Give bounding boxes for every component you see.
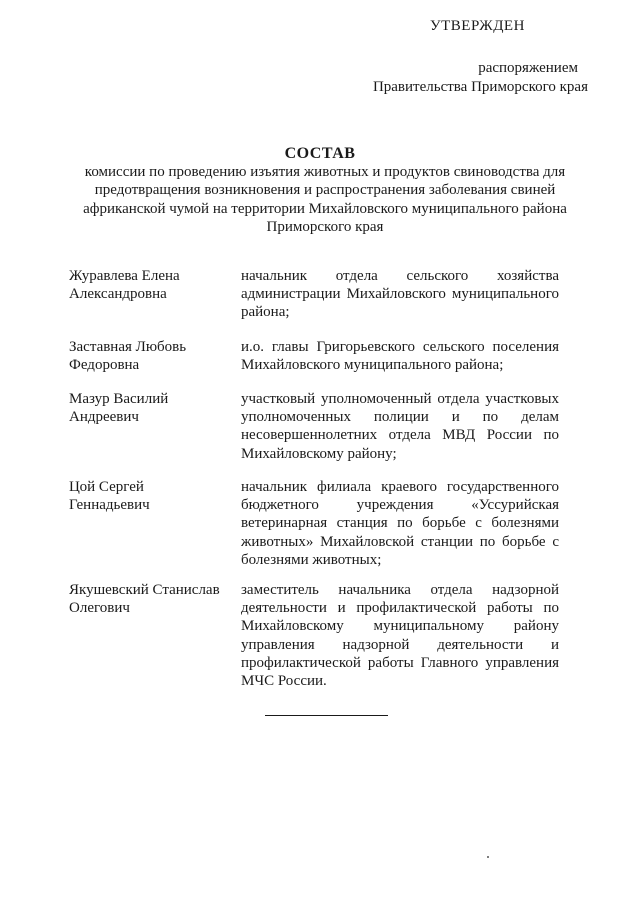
position-line: животных» Михайловской станции по борьбе с: [241, 533, 559, 550]
position-line: района;: [241, 304, 290, 321]
member-position: [241, 338, 559, 374]
position-line: уполномоченных полиции и по делам: [241, 409, 559, 426]
approval-line-order: распоряжением: [478, 60, 578, 76]
position-line: деятельности и профилактической работы по: [241, 600, 559, 617]
position-line: управления надзорной деятельности и: [241, 636, 559, 653]
member-name: [69, 478, 234, 514]
member-name: [69, 267, 234, 303]
position-line: профилактической работы Главного управления: [241, 654, 559, 671]
document-subtitle: [60, 163, 590, 237]
position-line: администрации Михайловского муниципального: [241, 286, 559, 303]
member-position: [241, 390, 559, 463]
member-name-line: Якушевский Станислав: [69, 582, 220, 598]
subtitle-line: африканской чумой на территории Михайловского муниципального района: [83, 200, 567, 217]
position-line: начальник отдела сельского хозяйства: [241, 268, 559, 284]
member-name-line: Александровна: [69, 286, 167, 303]
member-name: [69, 338, 234, 374]
position-line: Михайловского муниципального района;: [241, 357, 504, 374]
member-position: [241, 267, 559, 322]
closing-rule: [265, 715, 388, 716]
member-name-line: Цой Сергей: [69, 479, 144, 495]
position-line: заместитель начальника отдела надзорной: [241, 582, 559, 598]
member-name: [69, 390, 234, 426]
position-line: болезнями животных;: [241, 551, 382, 568]
position-line: МЧС России.: [241, 673, 327, 690]
subtitle-line: Приморского края: [266, 219, 384, 236]
member-name-line: Федоровна: [69, 357, 140, 374]
subtitle-line: комиссии по проведению изъятия животных и продуктов свиноводства для: [84, 164, 566, 180]
member-name-line: Геннадьевич: [69, 497, 150, 514]
position-line: и.о. главы Григорьевского сельского поселения: [241, 339, 559, 355]
member-name-line: Мазур Василий: [69, 391, 169, 407]
member-name-line: Андреевич: [69, 409, 139, 426]
position-line: Михайловскому району;: [241, 445, 397, 462]
position-line: ветеринарная станция по борьбе с болезнями: [241, 515, 559, 532]
position-line: Михайловскому муниципальному району: [241, 618, 559, 635]
member-position: [241, 478, 559, 569]
approval-title: УТВЕРЖДЕН: [430, 18, 525, 34]
position-line: бюджетного учреждения «Уссурийская: [241, 497, 559, 514]
member-name-line: Олегович: [69, 600, 130, 617]
position-line: участковый уполномоченный отдела участковых: [241, 391, 559, 407]
member-name: [69, 581, 234, 617]
subtitle-line: предотвращения возникновения и распространения заболевания свиней: [94, 182, 556, 199]
approval-line-government: Правительства Приморского края: [372, 79, 588, 95]
member-name-line: Заставная Любовь: [69, 339, 187, 355]
member-position: [241, 581, 559, 690]
document-heading: СОСТАВ: [284, 145, 356, 162]
member-name-line: Журавлева Елена: [69, 268, 180, 284]
scan-speck: [487, 856, 489, 858]
position-line: начальник филиала краевого государственного: [241, 479, 559, 495]
position-line: несовершеннолетних отдела МВД России по: [241, 427, 559, 444]
